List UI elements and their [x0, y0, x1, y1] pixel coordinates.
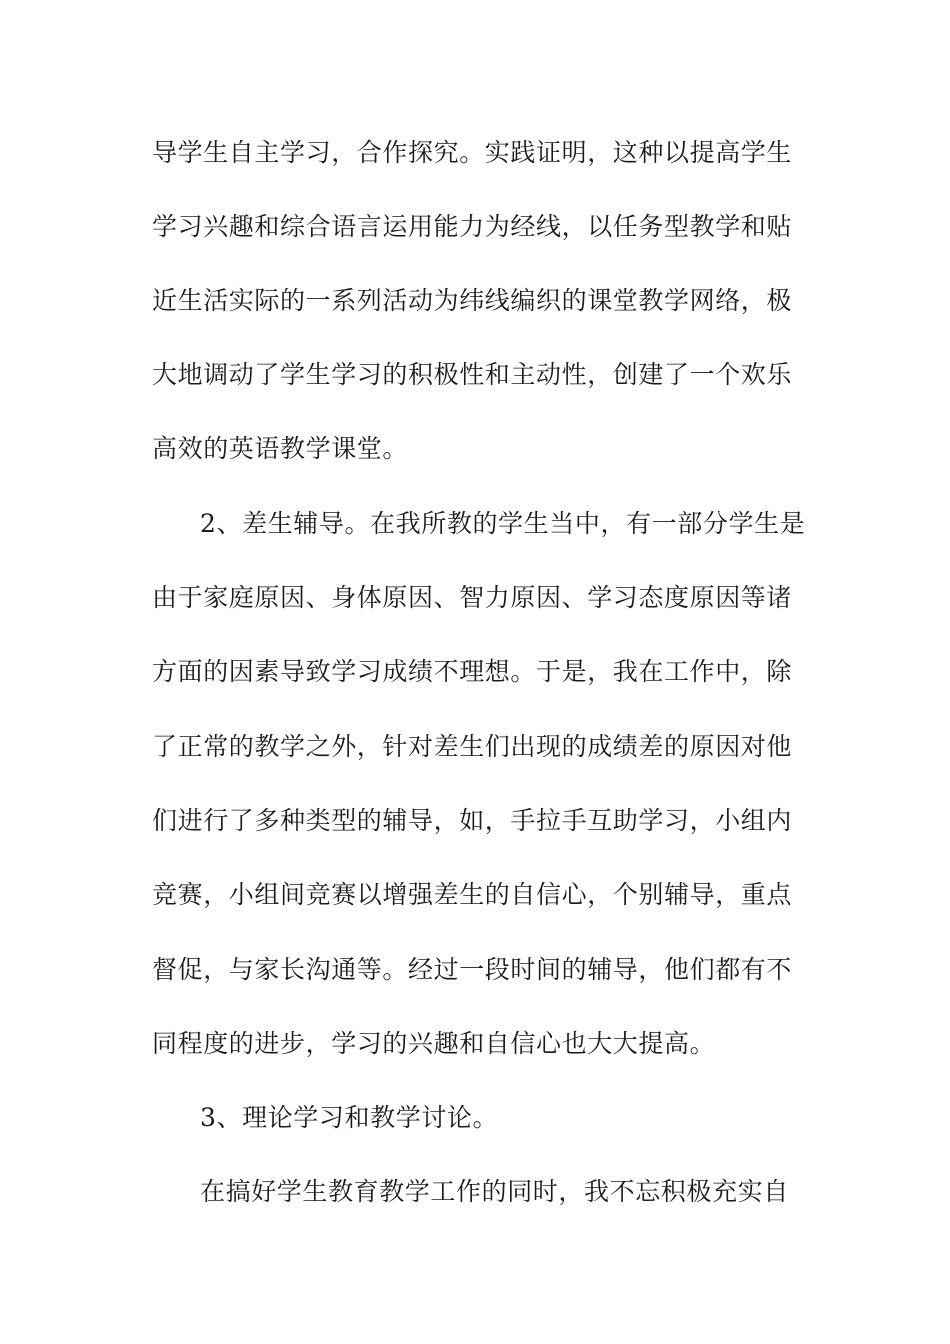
text-line: 由于家庭原因、身体原因、智力原因、学习态度原因等诸: [152, 583, 793, 612]
text-line: 方面的因素导致学习成绩不理想。于是，我在工作中，除: [152, 657, 793, 686]
text-line: 导学生自主学习，合作探究。实践证明，这种以提高学生: [152, 138, 793, 167]
text-line: 竞赛，小组间竞赛以增强差生的自信心，个别辅导，重点: [152, 880, 793, 909]
text-line: 在搞好学生教育教学工作的同时，我不忘积极充实自: [200, 1177, 789, 1206]
text-line: 们进行了多种类型的辅导，如，手拉手互助学习，小组内: [152, 806, 793, 835]
text-line: 大地调动了学生学习的积极性和主动性，创建了一个欢乐: [152, 360, 793, 389]
text-line: 同程度的进步，学习的兴趣和自信心也大大提高。: [152, 1029, 716, 1058]
text-line: 2、差生辅导。在我所教的学生当中，有一部分学生是: [200, 509, 806, 538]
text-line: 3、理论学习和教学讨论。: [200, 1103, 499, 1132]
text-line: 近生活实际的一系列活动为纬线编织的课堂教学网络，极: [152, 286, 793, 315]
text-line: 高效的英语教学课堂。: [152, 434, 409, 463]
text-line: 了正常的教学之外，针对差生们出现的成绩差的原因对他: [152, 732, 793, 761]
text-line: 学习兴趣和综合语言运用能力为经线，以任务型教学和贴: [152, 212, 793, 241]
text-line: 督促，与家长沟通等。经过一段时间的辅导，他们都有不: [152, 955, 793, 984]
